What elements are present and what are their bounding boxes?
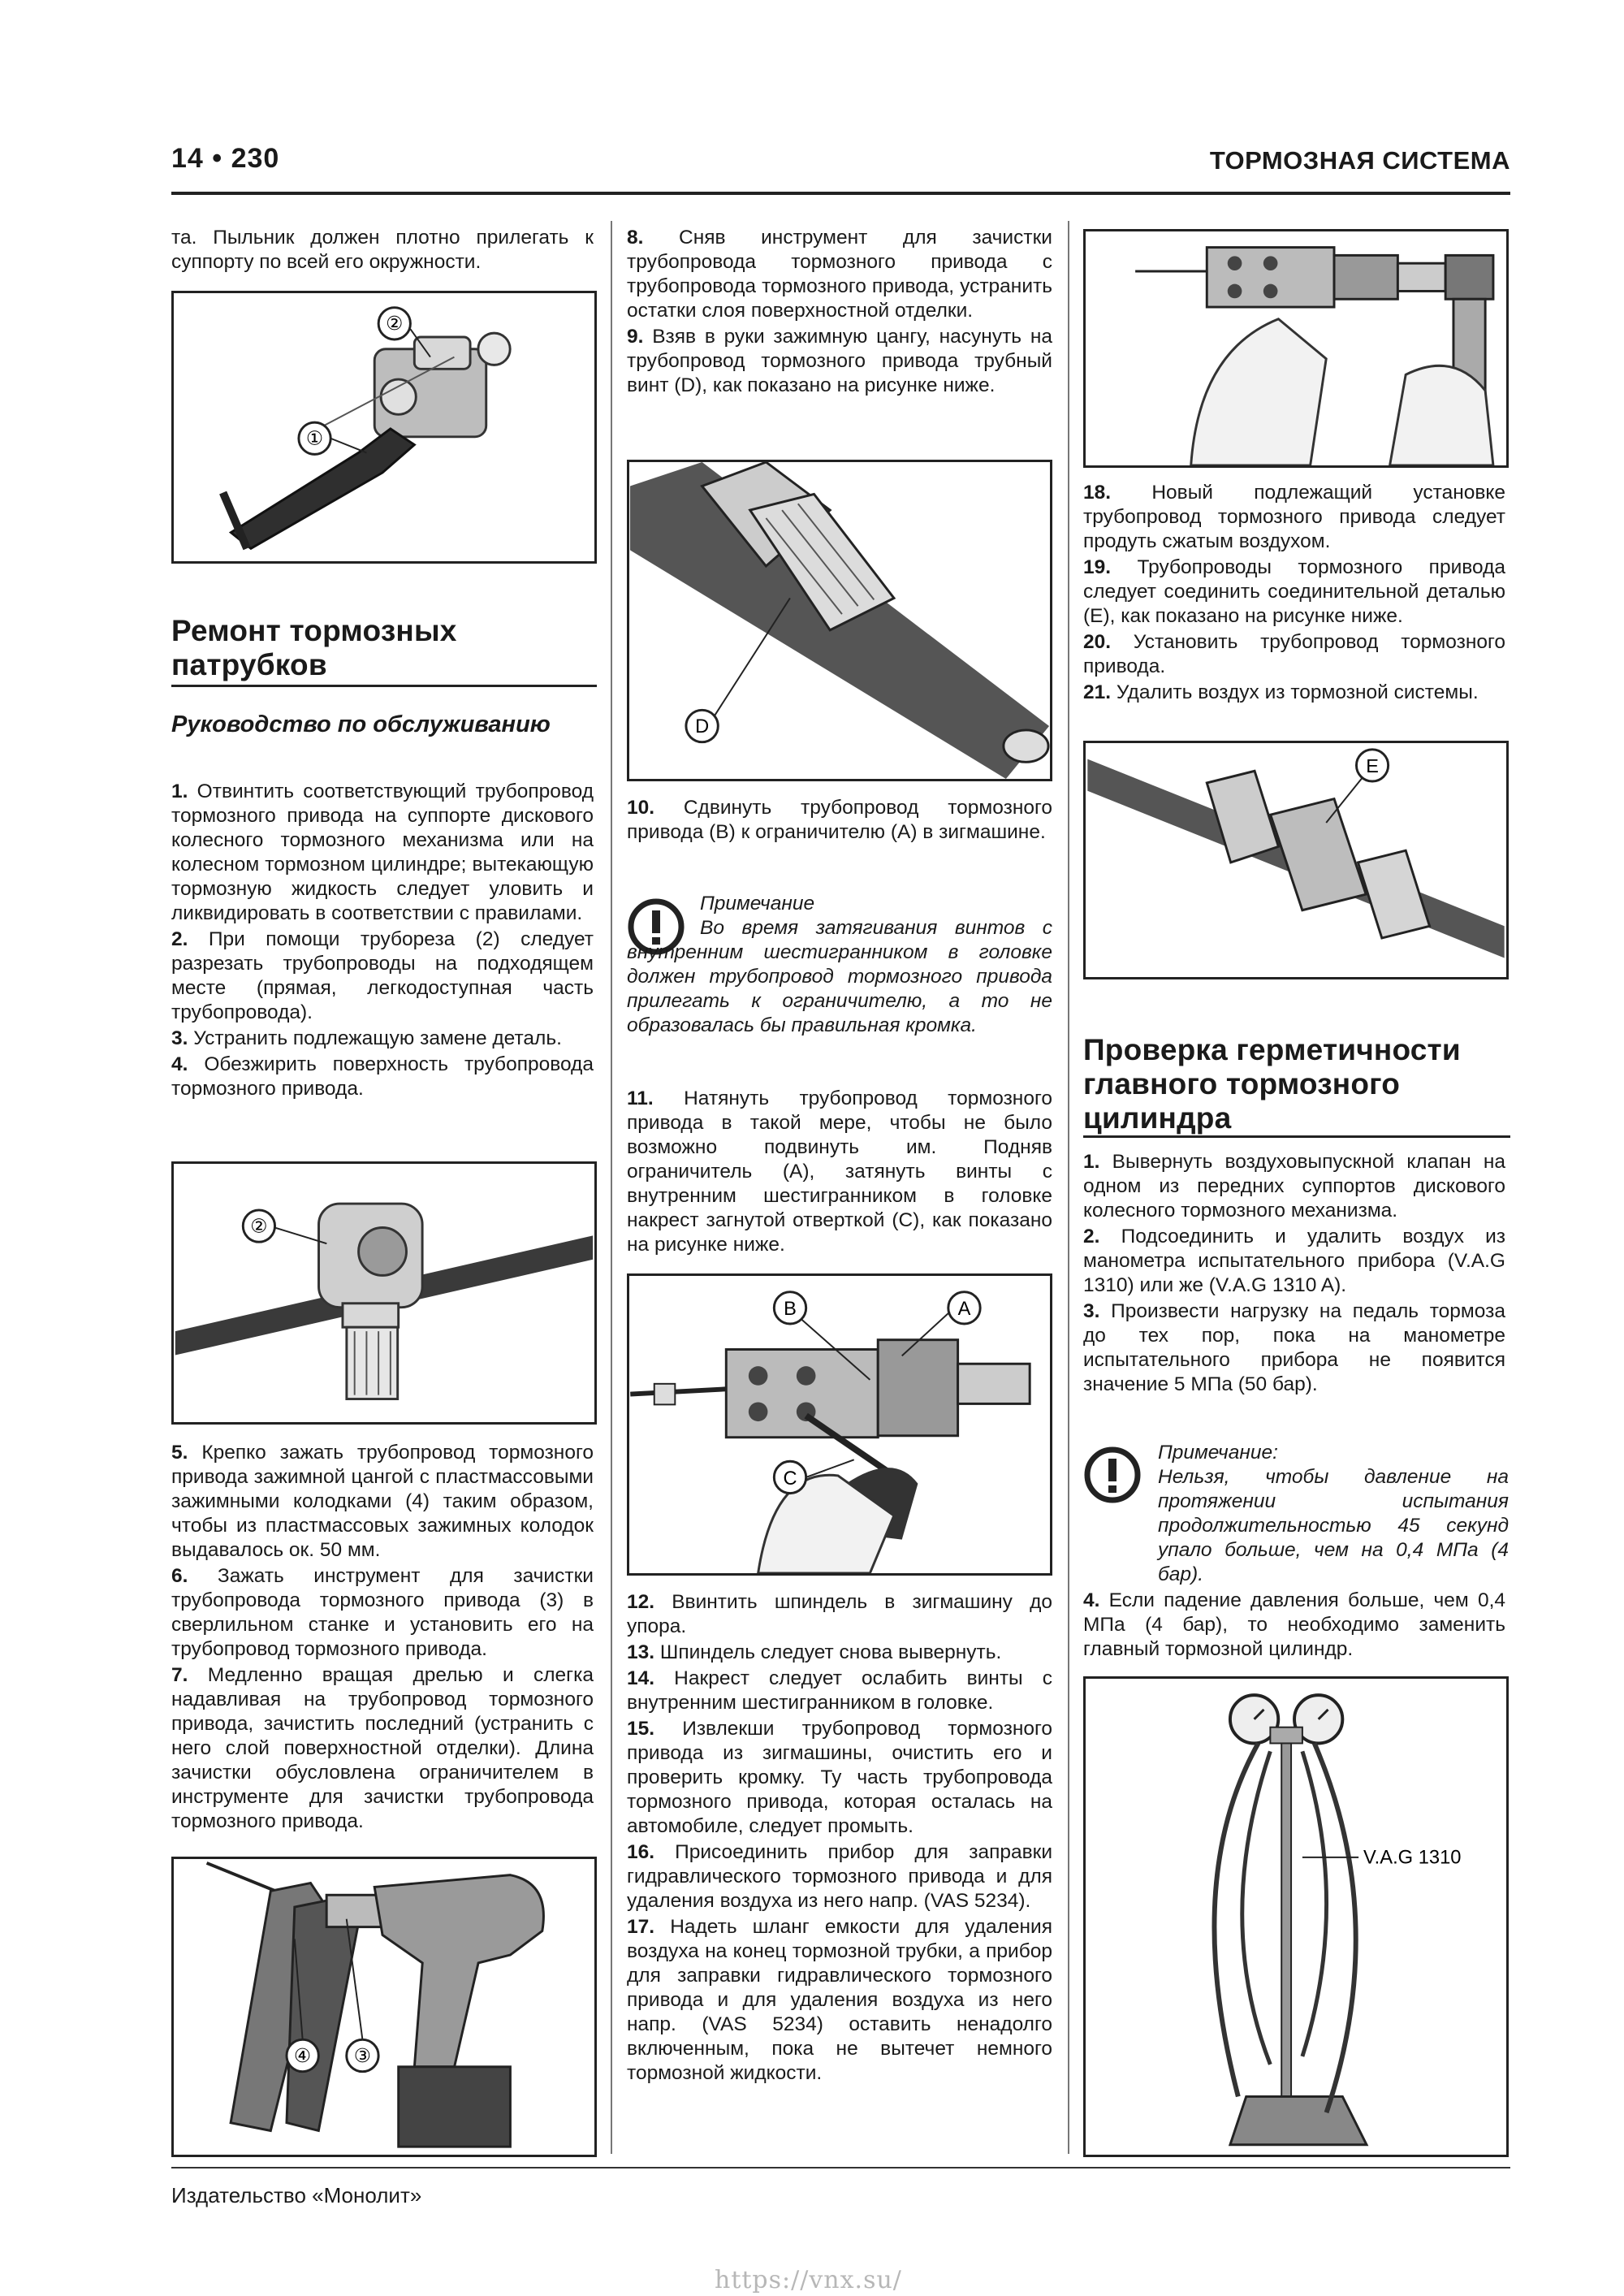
fig1-label-2: ②	[386, 313, 404, 335]
pressure-tester-illustration	[1086, 1679, 1506, 2155]
col1-steps-1-4	[171, 780, 594, 1103]
fig3-label-4: ④	[294, 2045, 312, 2067]
step-17: 17. Надеть шланг емкости для удаления воздуха на конец тормозной трубки, а прибор для заправки гидравлического тормозного привода и для удаления воздуха из него напр. (VAS 5234) оставить ненадолго включенным, пока не вытечет немного тормозной жидкости.	[627, 1916, 1052, 2084]
step-21: 21. Удалить воздух из тормозной системы.	[1083, 681, 1479, 703]
footer-rule	[171, 2167, 1510, 2168]
step-1: 1. Отвинтить соответствующий трубопровод тормозного привода на суппорте дискового колесного тормозного механизма или на колесном тормозном цилиндре; вытекающую тормозную жидкость следует уловить и ликвидировать в соответствии с правилами.	[171, 780, 594, 924]
figure-flaring-spindle	[1083, 229, 1509, 468]
fig-b-label: B	[784, 1299, 797, 1321]
step-8: 8. Сняв инструмент для зачистки трубопровода тормозного привода с трубопровода тормозного привода, устранить остатки слоя поверхностной отделки.	[627, 227, 1052, 322]
leak-step-3: 3. Произвести нагрузку на педаль тормоза до тех пор, пока на манометре испытательного прибора не появится значение 5 МПа (50 бар).	[1083, 1300, 1505, 1395]
step-7: 7. Медленно вращая дрелью и слегка надавливая на трубопровод тормозного привода, зачистить последний (устранить с него слой поверхностной отделки). Длина зачистки обусловлена ограничителем в инструменте для зачистки трубопровода тормозного привода.	[171, 1664, 594, 1832]
figure-caliper-boot	[171, 291, 597, 564]
connector-illustration	[1086, 743, 1506, 977]
figure-pipe-cutter	[171, 1161, 597, 1425]
publisher: Издательство «Монолит»	[171, 2183, 422, 2207]
col1-intro: та. Пыльник должен плотно прилегать к суппорту по всей его окружности.	[171, 227, 594, 273]
figure-connector-e	[1083, 741, 1509, 979]
step-9: 9. Взяв в руки зажимную цангу, насунуть на трубопровод тормозного привода трубный винт (D), как показано на рисунке ниже.	[627, 326, 1052, 396]
note-text-2: Нельзя, чтобы давление на протяжении испытания продолжительностью 45 секунд упало больше, чем на 0,4 МПа (4 бар).	[1158, 1466, 1509, 1585]
note-title-2: Примечание:	[1158, 1442, 1278, 1464]
step-19: 19. Трубопроводы тормозного привода следует соединить соединительной деталью (E), как показано на рисунке ниже.	[1083, 556, 1506, 627]
heading-rule-2	[1083, 1135, 1510, 1138]
watermark-link[interactable]: https://vnx.su/	[715, 2266, 902, 2294]
fig2-label-2: ②	[250, 1215, 268, 1237]
step-16: 16. Присоединить прибор для заправки гидравлического тормозного привода и для удаления воздуха из него напр. (VAS 5234).	[627, 1841, 1053, 1912]
figure-flaring-tool	[627, 1273, 1052, 1576]
header-rule	[171, 192, 1510, 195]
fig-d-label: D	[695, 716, 710, 737]
fig-vag-label: V.A.G 1310	[1363, 1847, 1462, 1869]
note-text-1: Во время затягивания винтов с внутренним шестигранником в головке должен трубопровод тормозного привода прилегать к ограничителю, а то не образовалась бы правильная кромка.	[627, 917, 1052, 1036]
step-13: 13. Шпиндель следует снова вывернуть.	[627, 1641, 1002, 1663]
fig1-label-1: ①	[305, 427, 324, 449]
fig-c-label: C	[783, 1468, 797, 1490]
step-11: 11. Натянуть трубопровод тормозного привода в такой мере, чтобы не было возможно подвинуть им. Подняв ограничитель (A), затянуть винты с внутренним шестигранником в головке накрест загнутой отверткой (C), как показано на рисунке ниже.	[627, 1087, 1052, 1256]
tube-nut-illustration	[629, 462, 1050, 779]
section-heading-leak-test: Проверка герметичности главного тормозного цилиндра	[1083, 1033, 1461, 1135]
step-18: 18. Новый подлежащий установке трубопровод тормозного привода следует продуть сжатым воздухом.	[1083, 482, 1505, 552]
figure-vag-1310	[1083, 1676, 1509, 2157]
col3-steps-1-3	[1083, 1150, 1505, 1399]
step-10: 10. Сдвинуть трубопровод тормозного привода (B) к ограничителю (A) в зигмашине.	[627, 797, 1052, 843]
page-number: 14 • 230	[171, 143, 280, 174]
col3-steps-18-21	[1083, 481, 1505, 707]
leak-step-1: 1. Вывернуть воздуховыпускной клапан на одном из передних суппортов дискового колесного тормозного механизма.	[1083, 1151, 1505, 1222]
step-15: 15. Извлекши трубопровод тормозного привода из зигмашины, очистить его и проверить кромку. Ту часть трубопровода тормозного привода, которая осталась на автомобиле, следует промыть.	[627, 1718, 1052, 1837]
step-2: 2. При помощи трубореза (2) следует разрезать трубопроводы на подходящем месте (прямая, легкодоступная часть трубопровода).	[171, 928, 594, 1023]
col2-steps-8-9	[627, 226, 1052, 400]
step-5: 5. Крепко зажать трубопровод тормозного привода зажимной цангой с пластмассовыми зажимными колодками (4) таким образом, чтобы из пластмассовых зажимных колодок выдавалось ок. 50 мм.	[171, 1442, 594, 1561]
flaring-tool-illustration	[629, 1276, 1050, 1573]
col2-step-10	[627, 796, 1052, 846]
fig-e-label: E	[1366, 755, 1379, 777]
step-12: 12. Ввинтить шпиндель в зигмашину до упора.	[627, 1591, 1052, 1637]
warning-icon	[1083, 1446, 1142, 1504]
caliper-illustration	[174, 293, 594, 561]
pipe-cutter-illustration	[174, 1164, 594, 1422]
fig-a-label: A	[957, 1299, 971, 1321]
step-14: 14. Накрест следует ослабить винты с внутренним шестигранником в головке.	[627, 1667, 1052, 1714]
figure-tube-nut-d	[627, 460, 1052, 781]
flaring-spindle-illustration	[1086, 231, 1506, 465]
step-3: 3. Устранить подлежащую замене деталь.	[171, 1027, 562, 1049]
leak-step-4: 4. Если падение давления больше, чем 0,4 МПа (4 бар), то необходимо заменить главный тормозной цилиндр.	[1083, 1589, 1505, 1660]
section-title: ТОРМОЗНАЯ СИСТЕМА	[1209, 146, 1510, 175]
section-heading-repair: Ремонт тормозных патрубков	[171, 614, 457, 681]
drill-tool-illustration	[174, 1859, 594, 2155]
figure-drill-tool	[171, 1857, 597, 2157]
step-20: 20. Установить трубопровод тормозного привода.	[1083, 631, 1505, 677]
note-title-1: Примечание	[700, 893, 815, 915]
fig3-label-3: ③	[353, 2045, 372, 2067]
col2-step-11	[627, 1087, 1052, 1259]
step-6: 6. Зажать инструмент для зачистки трубопровода тормозного привода (3) в сверлильном станке и установить его на трубопровод тормозного привода.	[171, 1565, 594, 1660]
column-divider-2	[1068, 221, 1069, 2154]
col2-steps-12-17	[627, 1590, 1052, 2087]
heading-rule-1	[171, 685, 597, 687]
col3-step-4	[1083, 1589, 1505, 1663]
col1-steps-5-7	[171, 1441, 594, 1836]
leak-step-2: 2. Подсоединить и удалить воздух из манометра испытательного прибора (V.A.G 1310) или же (V.A.G 1310 A).	[1083, 1226, 1506, 1296]
subheading-manual: Руководство по обслуживанию	[171, 711, 551, 737]
column-divider-1	[611, 221, 612, 2154]
step-4: 4. Обезжирить поверхность трубопровода тормозного привода.	[171, 1053, 594, 1100]
